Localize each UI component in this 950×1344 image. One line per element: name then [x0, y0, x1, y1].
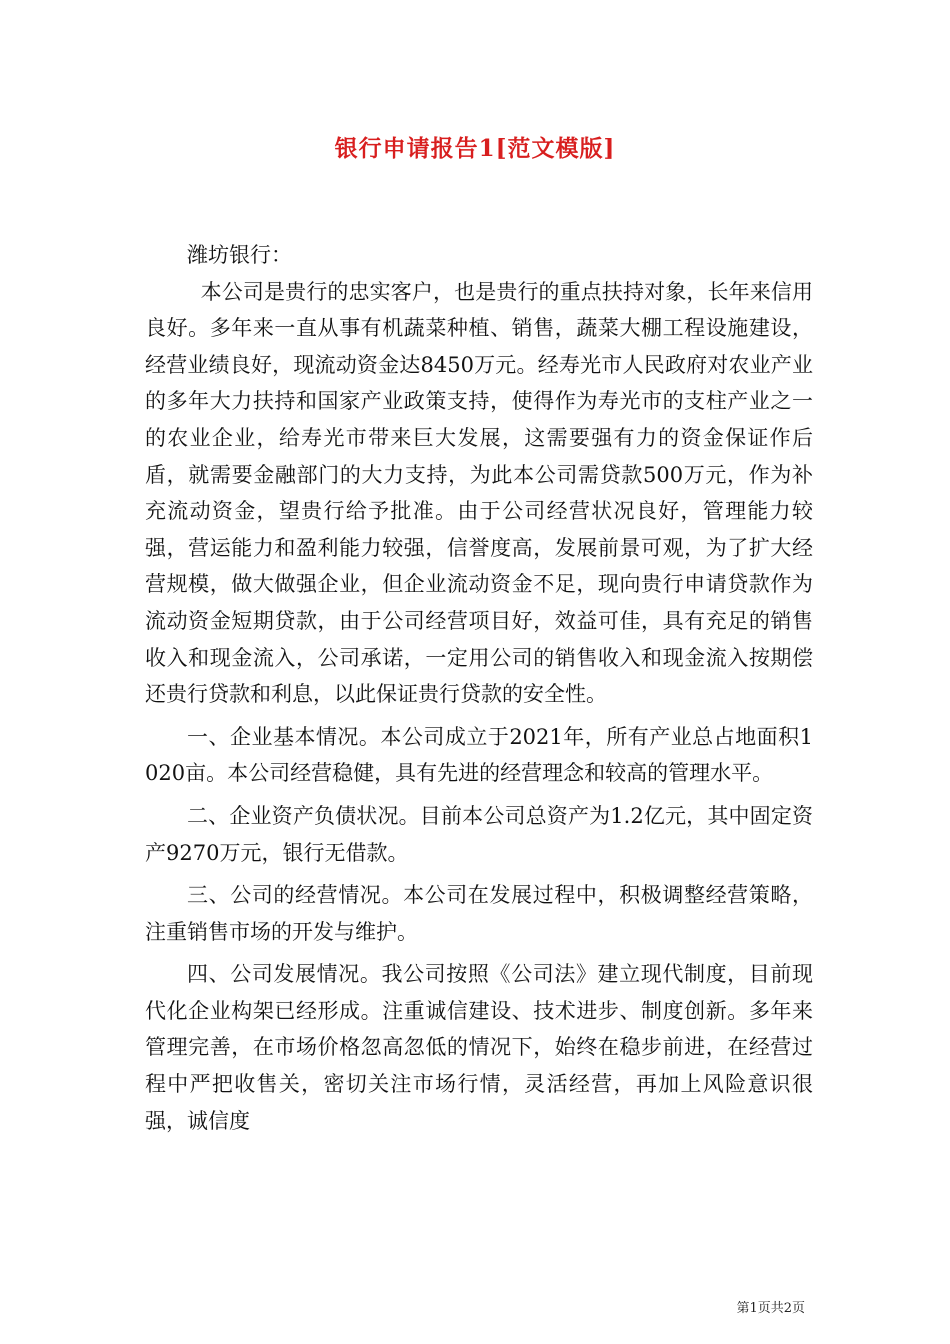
paragraph-section-1: 一、企业基本情况。本公司成立于2021年，所有产业总占地面积1020亩。本公司经营稳健，具有先进的经营理念和较高的管理水平。 [145, 724, 813, 786]
salutation: 潍坊银行： [187, 243, 292, 267]
page-title: 银行申请报告1[范文模版] [334, 135, 616, 162]
paragraph-intro: 本公司是贵行的忠实客户，也是贵行的重点扶持对象，长年来信用良好。多年来一直从事有机蔬菜种植、销售，蔬菜大棚工程设施建设，经营业绩良好，现流动资金达8450万元。经寿光市人民政府对农业产业的多年大力扶持和国家产业政策支持，使得作为寿光市的支柱产业之一的农业企业，给寿光市带来巨大发展，这需要强有力的资金保证作后盾，就需要金融部门的大力支持，为此本公司需贷款500万元，作为补充流动资金，望贵行给予批准。由于公司经营状况良好，管理能力较强，营运能力和盈利能力较强，信誉度高，发展前景可观，为了扩大经营规模，做大做强企业，但企业流动资金不足，现向贵行申请贷款作为流动资金短期贷款，由于公司经营项目好，效益可佳，具有充足的销售收入和现金流入，公司承诺，一定用公司的销售收入和现金流入按期偿还贵行贷款和利息，以此保证贵行贷款的安全性。 [145, 279, 813, 707]
page-number: 第1页共2页 [736, 1301, 805, 1316]
paragraph-section-3: 三、公司的经营情况。本公司在发展过程中，积极调整经营策略，注重销售市场的开发与维护。 [145, 883, 813, 944]
document-body [145, 237, 813, 1139]
paragraph-section-2: 二、企业资产负债状况。目前本公司总资产为1.2亿元，其中固定资产9270万元，银行无借款。 [145, 803, 813, 865]
paragraph-section-4: 四、公司发展情况。我公司按照《公司法》建立现代制度，目前现代化企业构架已经形成。注重诚信建设、技术进步、制度创新。多年来管理完善，在市场价格忽高忽低的情况下，始终在稳步前进，在经营过程中严把收售关，密切关注市场行情，灵活经营，再加上风险意识很强，诚信度 [145, 962, 813, 1133]
